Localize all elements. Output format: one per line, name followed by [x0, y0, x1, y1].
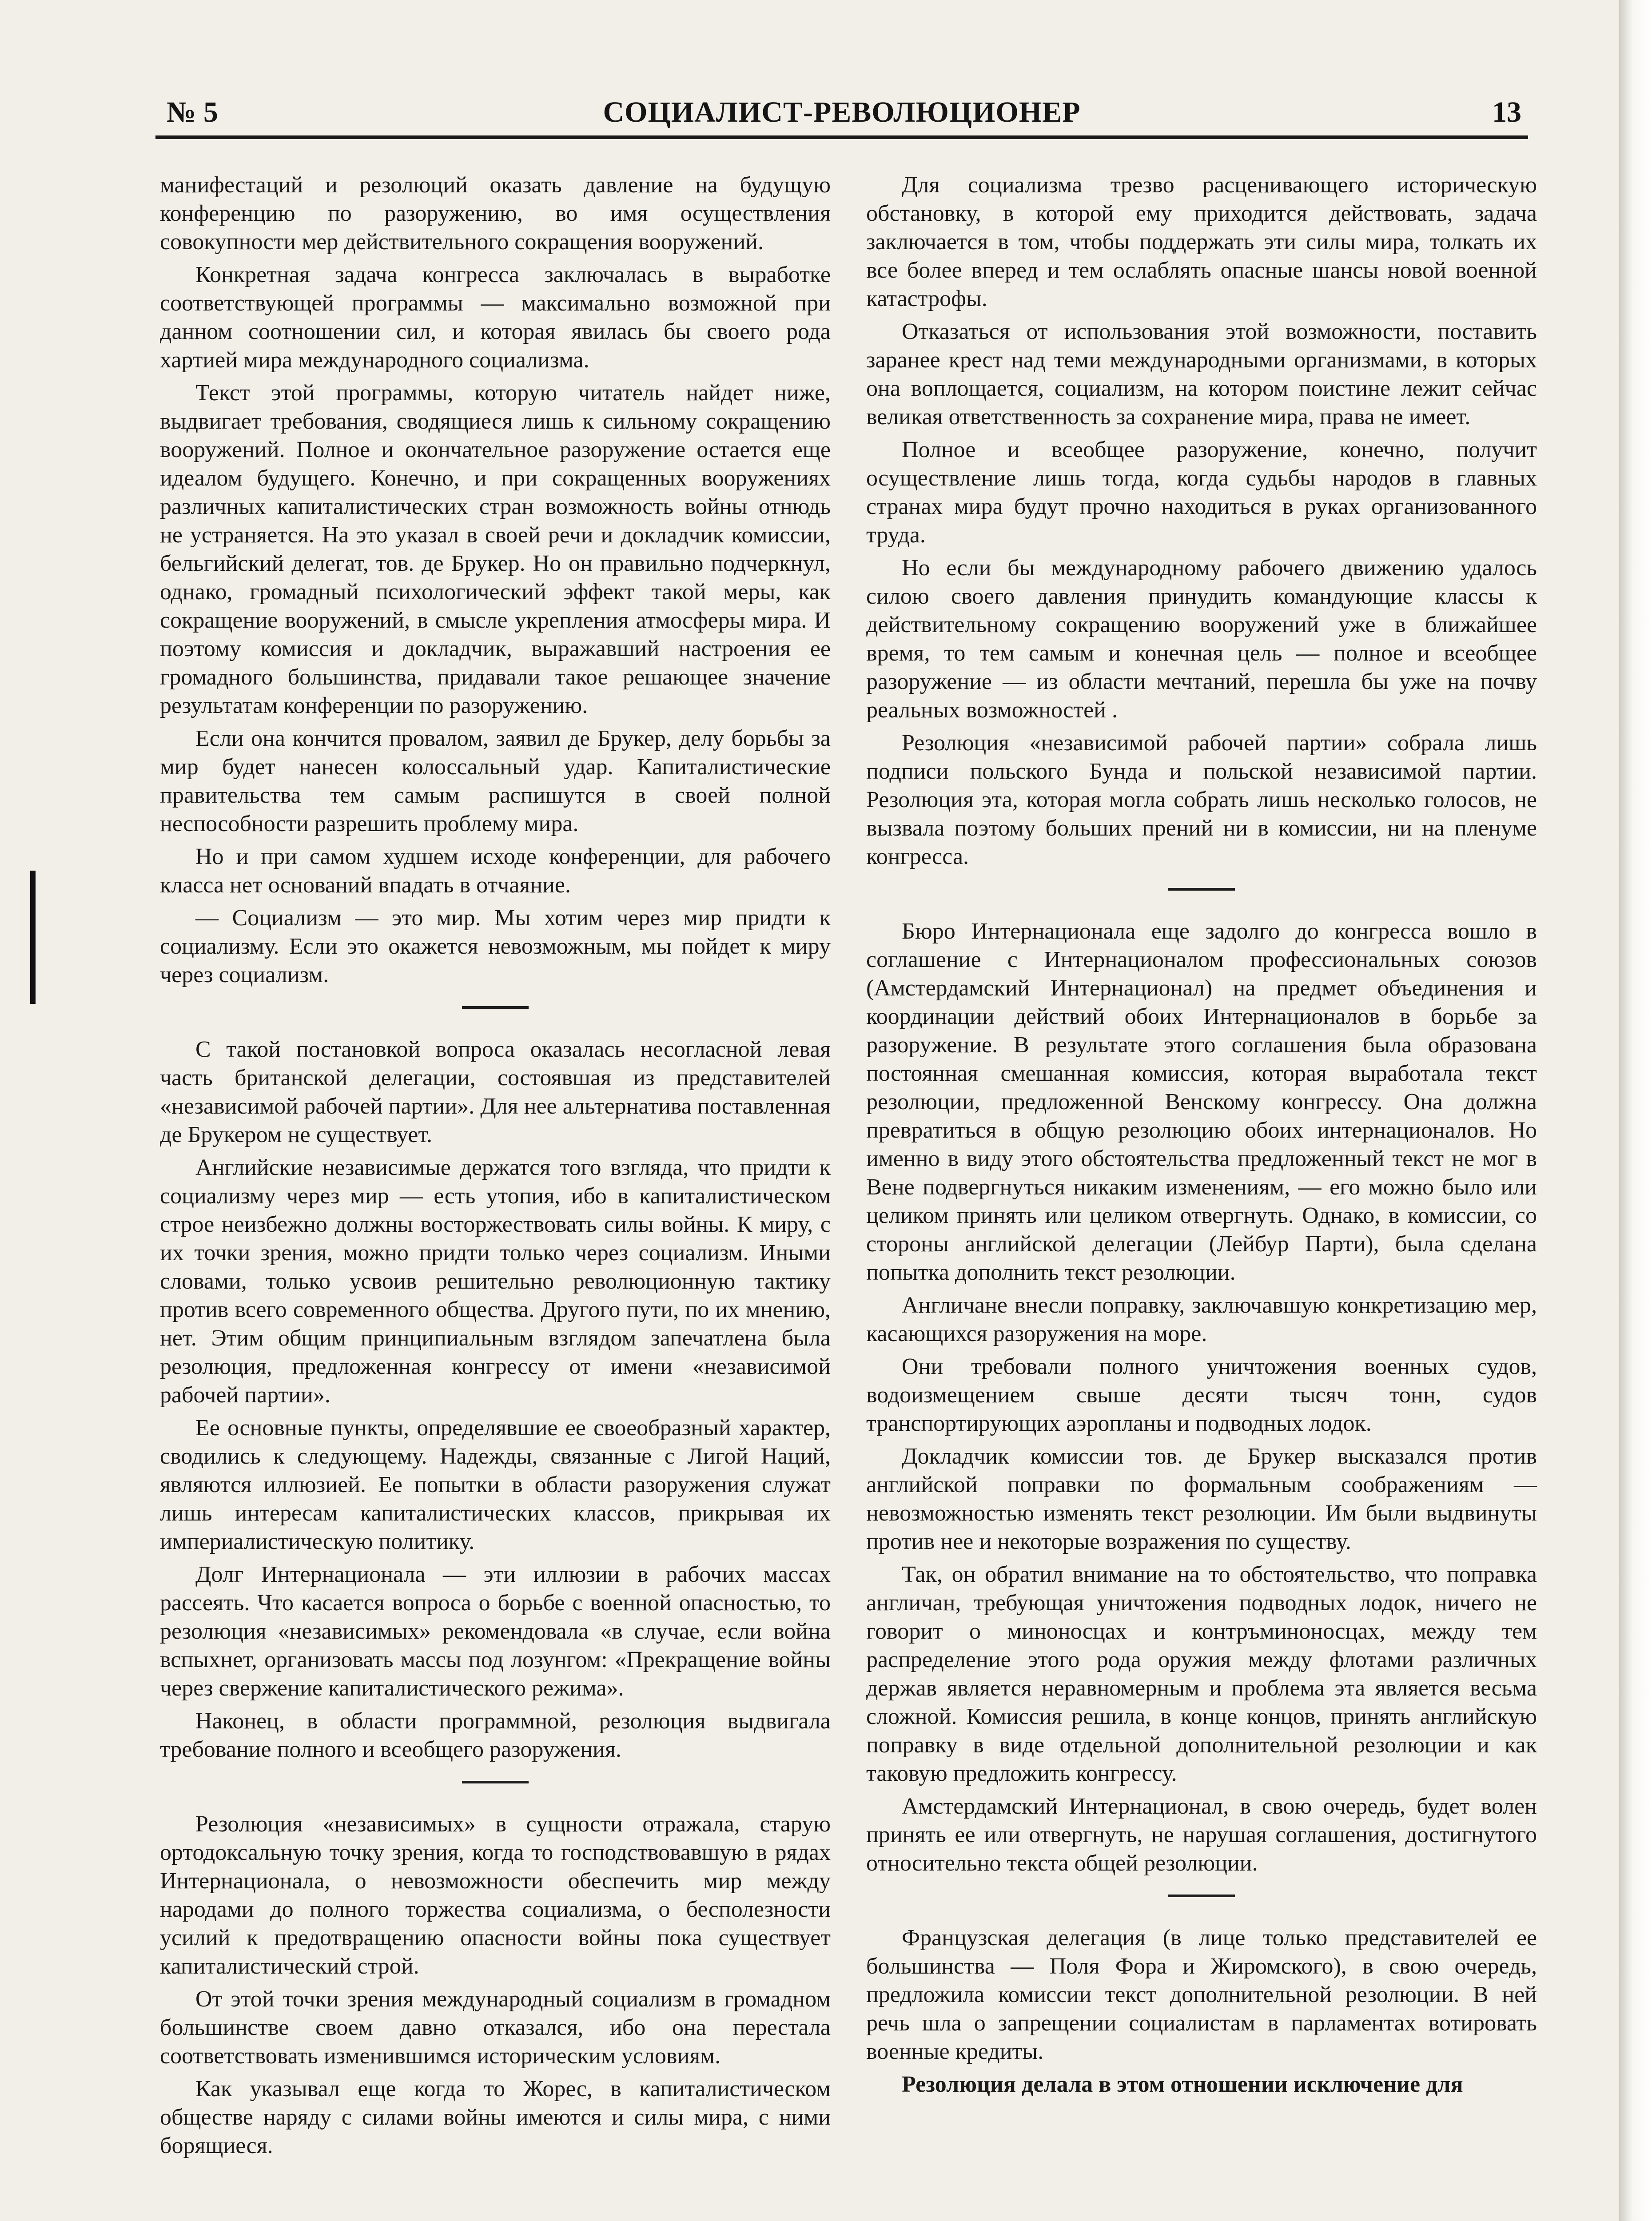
- paragraph: Резолюция «независимой рабочей партии» собрала лишь подписи польского Бунда и польской независимой партии. Резолюция эта, которая могла собрать лишь несколько голосов, не вызвала поэтому больших прений ни в комиссии, ни на пленуме конгресса.: [866, 730, 1537, 869]
- paragraph: С такой постановкой вопроса оказалась несогласной левая часть британской делегации, состоявшая из представителей «независимой рабочей партии». Для нее альтернатива поставленная де Брукером не существует.: [160, 1037, 831, 1147]
- page-number: 13: [1492, 96, 1521, 128]
- section-separator: [1168, 888, 1235, 891]
- page-edge-shadow: [1619, 0, 1652, 2221]
- paragraph: Резолюция делала в этом отношении исключение для: [902, 2072, 1463, 2097]
- paragraph: От этой точки зрения международный социализм в громадном большинстве своем давно отказался, ибо она перестала соответствовать изменившимся историческим условиям.: [160, 1986, 831, 2069]
- newspaper-title: СОЦИАЛИСТ-РЕВОЛЮЦИОНЕР: [603, 96, 1081, 128]
- paragraph: Бюро Интернационала еще задолго до конгресса вошло в соглашение с Интернационалом профессиональных союзов (Амстердамский Интернационал) на предмет объединения и координации действий обоих Интернационалов в борьбе за разоружение. В результате этого соглашения была образована постоянная смешанная комиссия, которая выработала текст резолюции, предложенной Венскому конгрессу. Она должна превратиться в общую резолюцию обоих интернационалов. Но именно в виду этого обстоятельства предложенный текст не мог в Вене подвергнуться никаким изменениям, — его можно было или целиком принять или целиком отвергнуть. Однако, в комиссии, со стороны английской делегации (Лейбур Парти), была сделана попытка дополнить текст резолюции.: [866, 919, 1537, 1285]
- paragraph: Французская делегация (в лице только представителей ее большинства — Поля Фора и Жиромского), в свою очередь, предложила комиссии текст дополнительной резолюции. В ней речь шла о запрещении социалистам в парламентах вотировать военные кредиты.: [866, 1925, 1537, 2064]
- paragraph: Конкретная задача конгресса заключалась в выработке соответствующей программы — максимально возможной при данном соотношении сил, и которая явилась бы своего рода хартией мира международного социализма.: [160, 262, 831, 373]
- paragraph: Амстердамский Интернационал, в свою очередь, будет волен принять ее или отвергнуть, не нарушая соглашения, достигнутого относительно текста общей резолюции.: [866, 1794, 1537, 1876]
- paragraph: Резолюция «независимых» в сущности отражала, старую ортодоксальную точку зрения, когда то господствовавшую в рядах Интернационала, о невозможности обеспечить мир между народами до полного торжества социализма, о бесполезности усилий к предотвращению опасности войны пока существует капиталистический строй.: [160, 1811, 831, 1979]
- paragraph: Полное и всеобщее разоружение, конечно, получит осуществление лишь тогда, когда судьбы народов в главных странах мира будут прочно находиться в руках организованного труда.: [866, 437, 1537, 548]
- paragraph: Но и при самом худшем исходе конференции, для рабочего класса нет оснований впадать в отчаяние.: [160, 844, 831, 898]
- paragraph: — Социализм — это мир. Мы хотим через мир придти к социализму. Если это окажется невозможным, мы пойдет к миру через социализм.: [160, 905, 831, 987]
- paragraph: Так, он обратил внимание на то обстоятельство, что поправка англичан, требующая уничтожения подводных лодок, ничего не говорит о миноносцах и контръминоносцах, между тем распределение этого рода оружия между флотами различных держав является неравномерным и проблема эта является весьма сложной. Комиссия решила, в конце концов, принять английскую поправку в виде отдельной дополнительной резолюции и как таковую предложить конгрессу.: [866, 1562, 1537, 1786]
- paragraph: Как указывал еще когда то Жорес, в капиталистическом обществе наряду с силами войны имеются и силы мира, с ними борящиеся.: [160, 2076, 831, 2158]
- paragraph: Текст этой программы, которую читатель найдет ниже, выдвигает требования, сводящиеся лишь к сильному сокращению вооружений. Полное и окончательное разоружение остается еще идеалом будущего. Конечно, и при сокращенных вооружениях различных капиталистических стран возможность войны отнюдь не устраняется. На это указал в своей речи и докладчик комиссии, бельгийский делегат, тов. де Брукер. Но он правильно подчеркнул, однако, громадный психологический эффект такой меры, как сокращение вооружений, в смысле укрепления атмосферы мира. И поэтому комиссия и докладчик, выражавший настроения ее громадного большинства, придавали такое решающее значение результатам конференции по разоружению.: [160, 380, 831, 718]
- paragraph: Долг Интернационала — эти иллюзии в рабочих массах рассеять. Что касается вопроса о борьбе с военной опасностью, то резолюция «независимых» рекомендовала «в случае, если война вспыхнет, организовать массы под лозунгом: «Прекращение войны через свержение капиталистического режима».: [160, 1562, 831, 1701]
- margin-pencil-mark: [30, 871, 36, 1004]
- paragraph: Англичане внесли поправку, заключавшую конкретизацию мер, касающихся разоружения на море.: [866, 1293, 1537, 1346]
- paragraph: манифестаций и резолюций оказать давление на будущую конференцию по разоружению, во имя осуществления совокупности мер действительного сокращения вооружений.: [160, 172, 831, 255]
- paragraph: Но если бы международному рабочего движению удалось силою своего давления принудить командующие классы к действительному сокращению вооружений уже в ближайшее время, то тем самым и конечная цель — полное и всеобщее разоружение — из области мечтаний, перешла бы уже на почву реальных возможностей .: [866, 555, 1537, 723]
- paragraph: Английские независимые держатся того взгляда, что придти к социализму через мир — есть утопия, ибо в капиталистическом строе неизбежно должны восторжествовать силы войны. К миру, с их точки зрения, можно придти только через социализм. Иными словами, только усвоив решительно революционную тактику против всего современного общества. Другого пути, по их мнению, нет. Этим общим принципиальным взглядом запечатлена была резолюция, предложенная конгрессу от имени «независимой рабочей партии».: [160, 1155, 831, 1408]
- paragraph: Они требовали полного уничтожения военных судов, водоизмещением свыше десяти тысяч тонн, судов транспортирующих аэропланы и подводных лодок.: [866, 1354, 1537, 1436]
- paragraph: Отказаться от использования этой возможности, поставить заранее крест над теми международными организмами, в которых она воплощается, социализм, на котором поистине лежит сейчас великая ответственность за сохранение мира, права не имеет.: [866, 319, 1537, 430]
- paragraph: Ее основные пункты, определявшие ее своеобразный характер, сводились к следующему. Надежды, связанные с Лигой Наций, являются иллюзией. Ее попытки в области разоружения служат лишь интересам капиталистических классов, прикрывая их империалистическую политику.: [160, 1415, 831, 1554]
- section-separator: [462, 1781, 529, 1783]
- paragraph: Докладчик комиссии тов. де Брукер высказался против английской поправки по формальным соображениям — невозможностью изменять текст резолюции. Им были выдвинуты против нее и некоторые возражения по существу.: [866, 1444, 1537, 1554]
- paragraph: Для социализма трезво расценивающего историческую обстановку, в которой ему приходится действовать, задача заключается в том, чтобы поддержать эти силы мира, толкать их все более вперед и тем ослаблять опасные шансы новой военной катастрофы.: [866, 172, 1537, 311]
- section-separator: [1168, 1895, 1235, 1897]
- header-rule: [155, 135, 1528, 139]
- paragraph: Если она кончится провалом, заявил де Брукер, делу борьбы за мир будет нанесен колоссальный удар. Капиталистические правительства тем самым распишутся в своей полной неспособности разрешить проблему мира.: [160, 726, 831, 836]
- issue-number: № 5: [167, 96, 218, 128]
- left-column: [160, 171, 831, 2165]
- paragraph: Наконец, в области программной, резолюция выдвигала требование полного и всеобщего разоружения.: [160, 1708, 831, 1762]
- right-column: [866, 171, 1537, 2103]
- section-separator: [462, 1006, 529, 1009]
- page-header: [155, 91, 1528, 140]
